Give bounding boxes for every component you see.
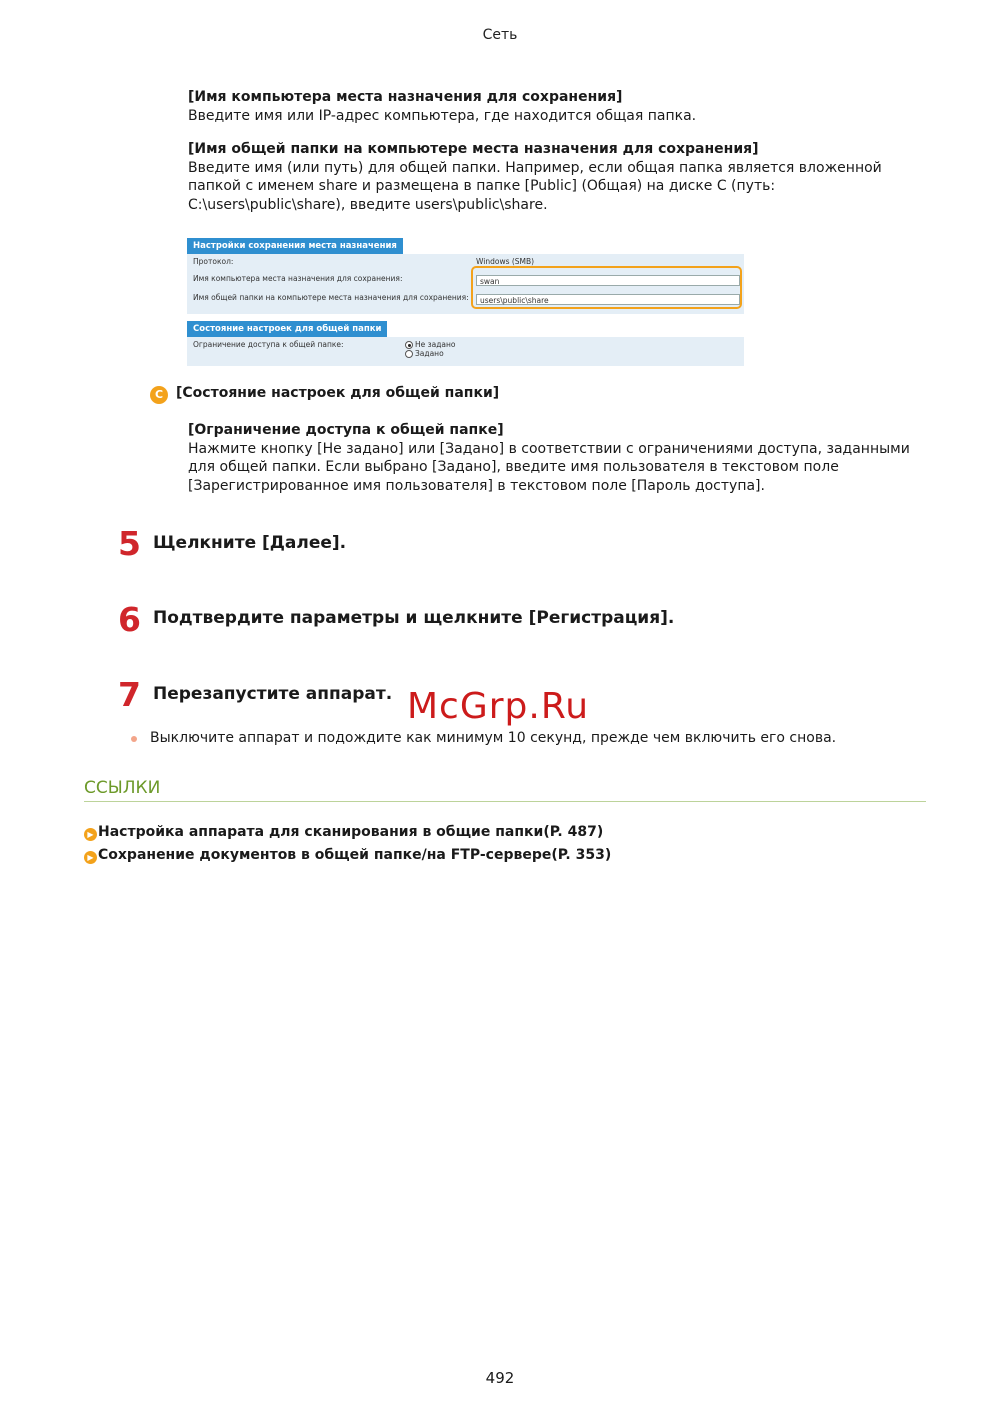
entry-heading: [Имя общей папки на компьютере места назначения для сохранения] [188, 141, 759, 157]
entry-share-folder [188, 140, 928, 214]
callout-c-icon: C [150, 386, 168, 404]
link-label: Сохранение документов в общей папке/на FTP-сервере(P. 353) [98, 847, 612, 863]
section-title-share-status: Состояние настроек для общей папки [187, 321, 387, 337]
radio-set[interactable] [405, 349, 444, 358]
entry-text: Введите имя (или путь) для общей папки. Например, если общая папка является вложенной папкой с именем share и размещена в папке [Public] (Общая) на диске C (путь: C:\users\public\share), введите users\public\share. [188, 159, 882, 213]
radio-not-set-label: Не задано [415, 340, 456, 349]
access-label: Ограничение доступа к общей папке: [193, 340, 344, 349]
radio-empty-icon [405, 350, 413, 358]
bullet-icon [131, 736, 137, 742]
step-number: 6 [118, 600, 141, 639]
radio-set-label: Задано [415, 349, 444, 358]
host-input[interactable]: swan [476, 275, 740, 286]
step-number: 5 [118, 524, 141, 563]
step-text: Щелкните [Далее]. [153, 533, 347, 553]
settings-screenshot [187, 238, 744, 366]
arrow-right-icon: ▶ [84, 851, 97, 864]
step-text: Перезапустите аппарат. [153, 684, 393, 704]
folder-label: Имя общей папки на компьютере места назначения для сохранения: [193, 293, 469, 302]
watermark: McGrp.Ru [407, 686, 590, 727]
link-save-to-ftp[interactable] [84, 847, 611, 864]
entry-host-name [188, 88, 928, 125]
link-scan-to-shared-folder[interactable] [84, 824, 603, 841]
section-title-destination: Настройки сохранения места назначения [187, 238, 403, 254]
entry-heading: [Имя компьютера места назначения для сохранения] [188, 89, 623, 105]
entry-text: Нажмите кнопку [Не задано] или [Задано] в соответствии с ограничениями доступа, заданными для общей папки. Если выбрано [Задано], введите имя пользователя в текстовом поле [Зарегистрированное имя пользователя] в текстовом поле [Пароль доступа]. [188, 440, 910, 494]
page-header-title: Сеть [482, 27, 518, 43]
callout-c-title: [Состояние настроек для общей папки] [176, 385, 500, 401]
links-divider [84, 801, 926, 802]
protocol-label: Протокол: [193, 257, 234, 266]
arrow-right-icon: ▶ [84, 828, 97, 841]
radio-selected-icon [405, 341, 413, 349]
radio-not-set[interactable] [405, 340, 456, 349]
entry-heading: [Ограничение доступа к общей папке] [188, 422, 504, 438]
step-text: Подтвердите параметры и щелкните [Регистрация]. [153, 608, 675, 628]
folder-input[interactable]: users\public\share [476, 294, 740, 305]
entry-text: Введите имя или IP-адрес компьютера, где находится общая папка. [188, 107, 697, 124]
link-label: Настройка аппарата для сканирования в общие папки(P. 487) [98, 824, 604, 840]
protocol-value: Windows (SMB) [476, 257, 535, 266]
links-heading: ССЫЛКИ [84, 778, 161, 798]
host-label: Имя компьютера места назначения для сохранения: [193, 274, 403, 283]
page-number: 492 [485, 1369, 515, 1387]
highlight-frame [471, 266, 742, 309]
entry-access-restriction [188, 421, 928, 495]
step-number: 7 [118, 675, 141, 714]
bullet-text: Выключите аппарат и подождите как минимум 10 секунд, прежде чем включить его снова. [150, 730, 837, 746]
